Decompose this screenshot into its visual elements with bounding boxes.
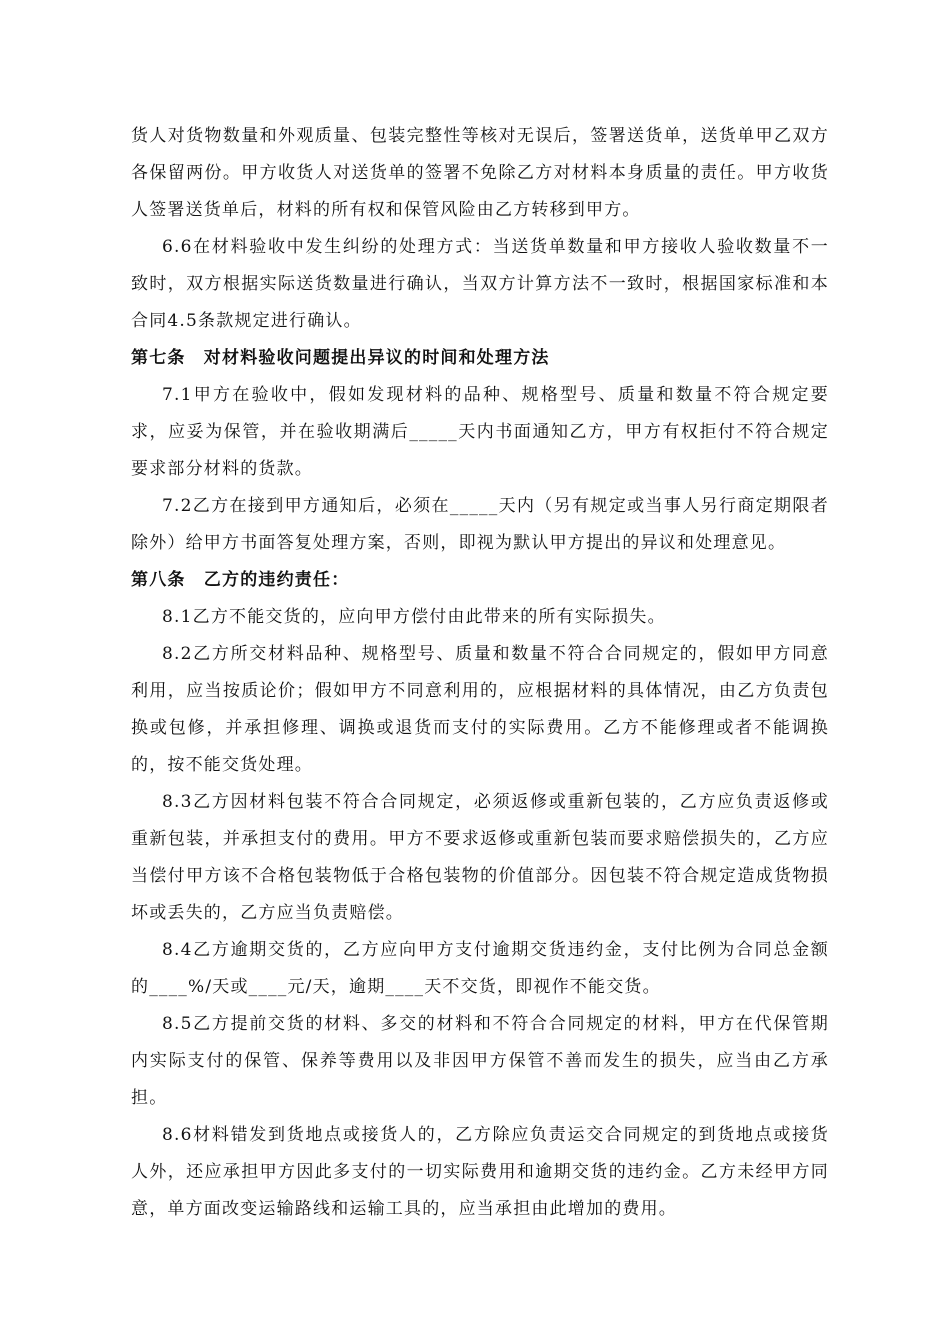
paragraph-8-3: 8.3乙方因材料包装不符合合同规定，必须返修或重新包装的，乙方应负责返修或重新包装，并承担支付的费用。甲方不要求返修或重新包装而要求赔偿损失的，乙方应当偿付甲方该不合格包装物低于合格包装物的价值部分。因包装不符合规定造成货物损坏或丢失的，乙方应当负责赔偿。 <box>131 792 829 923</box>
paragraph-8-6: 8.6材料错发到货地点或接货人的，乙方除应负责运交合同规定的到货地点或接货人外，还应承担甲方因此多支付的一切实际费用和逾期交货的违约金。乙方未经甲方同意，单方面改变运输路线和运输工具的，应当承担由此增加的费用。 <box>131 1125 829 1219</box>
paragraph-7-2: 7.2乙方在接到甲方通知后，必须在_____天内（另有规定或当事人另行商定期限者除外）给甲方书面答复处理方案，否则，即视为默认甲方提出的异议和处理意见。 <box>131 496 829 553</box>
article-7-heading: 第七条 对材料验收问题提出异议的时间和处理方法 <box>131 348 550 368</box>
article-8-heading: 第八条 乙方的违约责任： <box>131 570 350 590</box>
paragraph-8-1: 8.1乙方不能交货的，应向甲方偿付由此带来的所有实际损失。 <box>162 607 666 627</box>
paragraph-8-5: 8.5乙方提前交货的材料、多交的材料和不符合合同规定的材料，甲方在代保管期内实际支付的保管、保养等费用以及非因甲方保管不善而发生的损失，应当由乙方承担。 <box>131 1014 829 1108</box>
paragraph-6-6: 6.6在材料验收中发生纠纷的处理方式：当送货单数量和甲方接收人验收数量不一致时，双方根据实际送货数量进行确认，当双方计算方法不一致时，根据国家标准和本合同4.5条款规定进行确认。 <box>131 237 829 331</box>
paragraph-8-4: 8.4乙方逾期交货的，乙方应向甲方支付逾期交货违约金，支付比例为合同总金额的____%/天或____元/天，逾期____天不交货，即视作不能交货。 <box>131 940 829 997</box>
paragraph-7-1: 7.1甲方在验收中，假如发现材料的品种、规格型号、质量和数量不符合规定要求，应妥为保管，并在验收期满后_____天内书面通知乙方，甲方有权拒付不符合规定要求部分材料的货款。 <box>131 385 829 479</box>
paragraph-intro: 货人对货物数量和外观质量、包装完整性等核对无误后，签署送货单，送货单甲乙双方各保留两份。甲方收货人对送货单的签署不免除乙方对材料本身质量的责任。甲方收货人签署送货单后，材料的所有权和保管风险由乙方转移到甲方。 <box>131 126 829 220</box>
paragraph-8-2: 8.2乙方所交材料品种、规格型号、质量和数量不符合合同规定的，假如甲方同意利用，应当按质论价；假如甲方不同意利用的，应根据材料的具体情况，由乙方负责包换或包修，并承担修理、调换或退货而支付的实际费用。乙方不能修理或者不能调换的，按不能交货处理。 <box>131 644 829 775</box>
document-body <box>131 118 829 1228</box>
